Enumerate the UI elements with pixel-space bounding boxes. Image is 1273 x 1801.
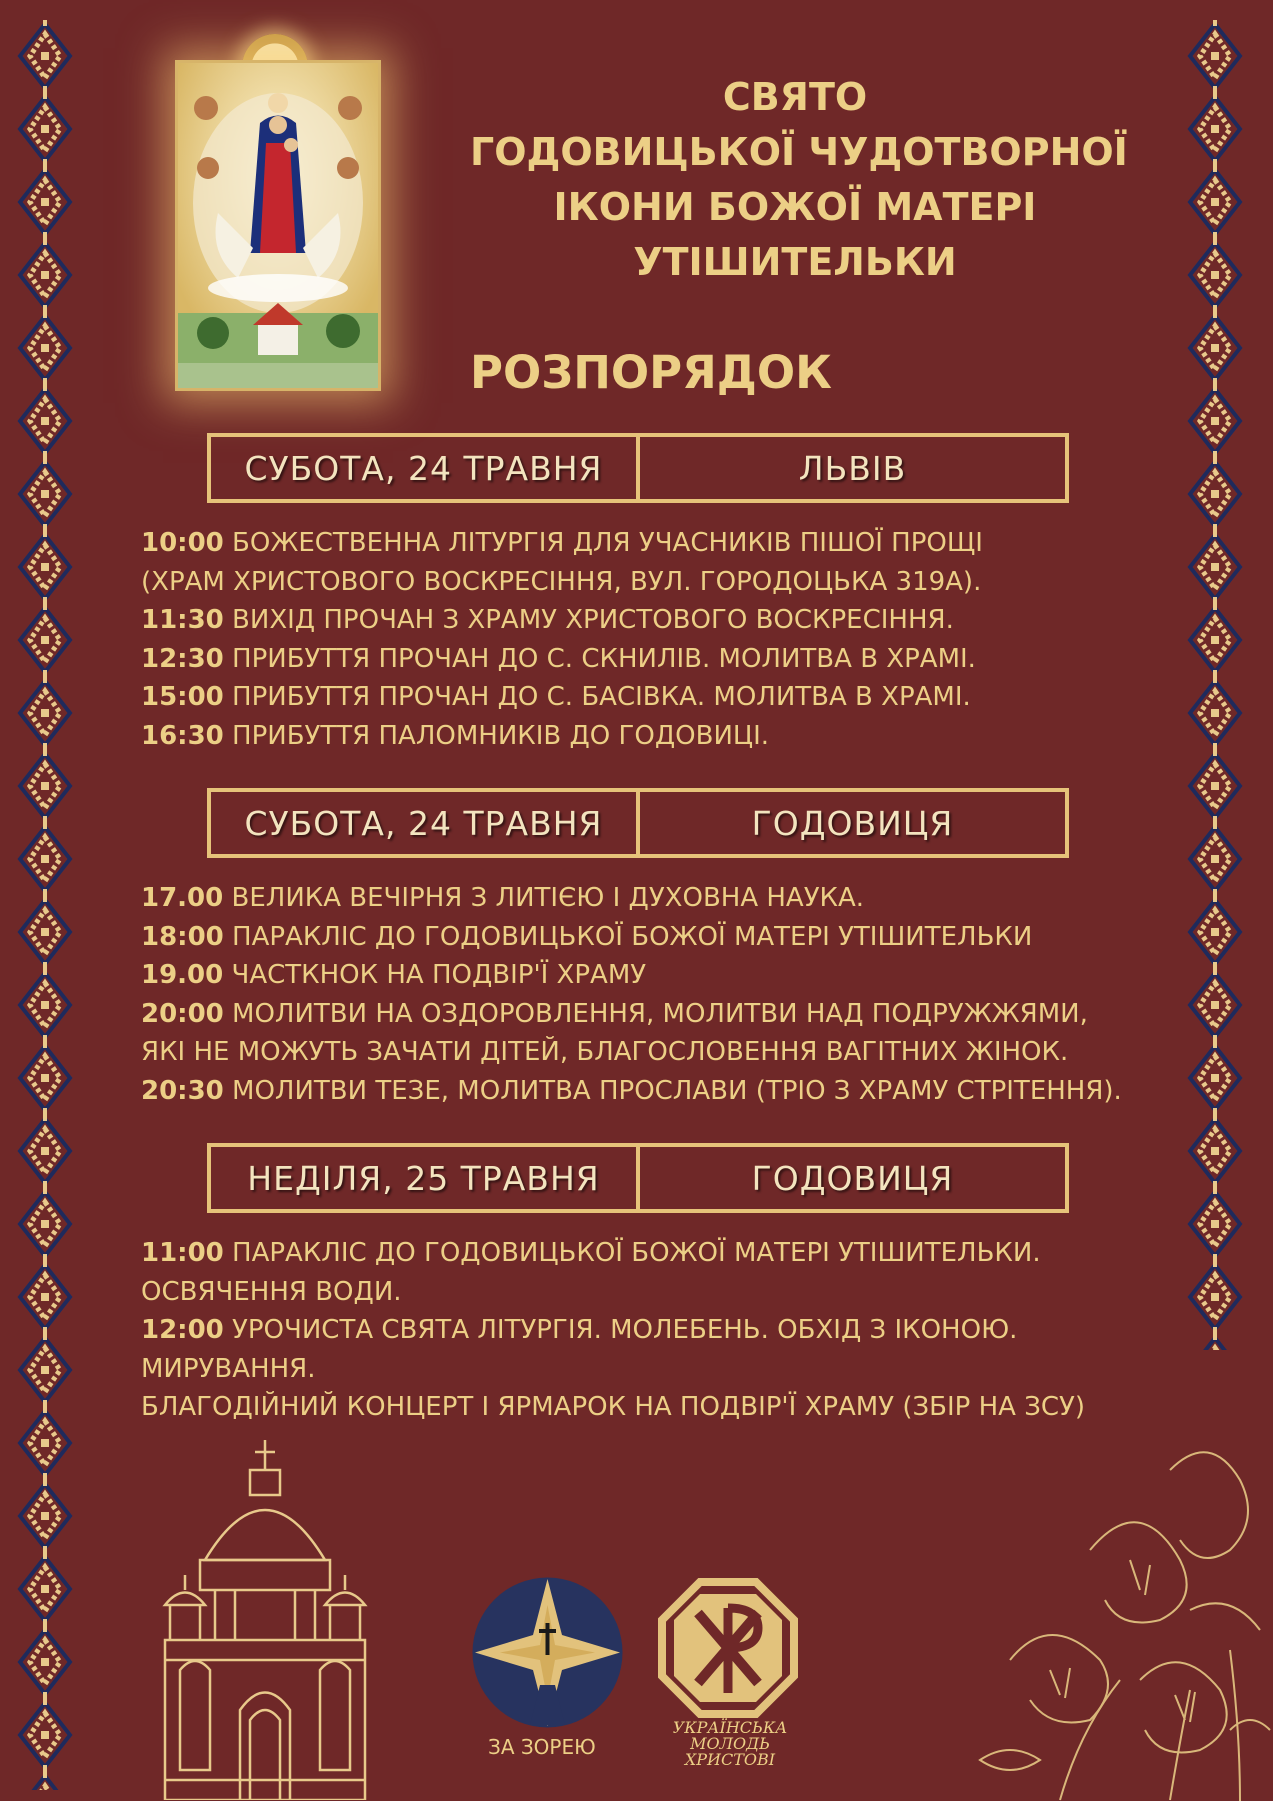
schedule-line — [141, 1311, 1161, 1350]
schedule-text: БОЖЕСТВЕННА ЛІТУРГІЯ ДЛЯ УЧАСНИКІВ ПІШОЇ ПРОЩІ — [223, 528, 983, 558]
schedule-text: ПРИБУТТЯ ПРОЧАН ДО С. СКНИЛІВ. МОЛИТВА В ХРАМІ. — [223, 643, 976, 674]
schedule-time: 10:00 — [141, 528, 224, 558]
schedule-text: ВИХІД ПРОЧАН З ХРАМУ ХРИСТОВОГО ВОСКРЕСІННЯ. — [223, 605, 954, 635]
schedule-line — [141, 1388, 1161, 1427]
title-line-2: ГОДОВИЦЬКОЇ ЧУДОТВОРНОЇ — [470, 130, 1128, 174]
schedule-text: МОЛИТВИ НА ОЗДОРОВЛЕННЯ, МОЛИТВИ НАД ПОДРУЖЖЯМИ, — [223, 998, 1088, 1029]
schedule-text: (ХРАМ ХРИСТОВОГО ВОСКРЕСІННЯ, ВУЛ. ГОРОДОЦЬКА 319А). — [141, 566, 982, 597]
logo-text-line: МОЛОДЬ — [690, 1734, 770, 1753]
schedule-time: 20:30 — [141, 1075, 224, 1106]
title-line-4: УТІШИТЕЛЬКИ — [633, 240, 957, 284]
schedule-time: 16:30 — [141, 720, 224, 751]
day-date: СУБОТА, 24 ТРАВНЯ — [211, 437, 640, 499]
logo-text-line: ХРИСТОВІ — [684, 1750, 776, 1769]
day-place: ГОДОВИЦЯ — [751, 803, 954, 843]
day-place: ГОДОВИЦЯ — [751, 1158, 954, 1198]
ukrainian-youth-logo — [658, 1578, 798, 1718]
day-date: НЕДІЛЯ, 25 ТРАВНЯ — [211, 1147, 640, 1209]
day-header-2 — [207, 788, 1069, 858]
schedule-time: 12:00 — [141, 1315, 224, 1345]
holy-icon-image — [175, 60, 381, 391]
right-ornament-border — [1180, 20, 1250, 1350]
schedule-time: 11:00 — [141, 1238, 224, 1268]
schedule-line — [141, 678, 1161, 717]
schedule-text: ПАРАКЛІС ДО ГОДОВИЦЬКОЇ БОЖОЇ МАТЕРІ УТІШИТЕЛЬКИ. — [223, 1238, 1041, 1268]
za-zoreyu-label: ЗА ЗОРЕЮ — [488, 1735, 596, 1759]
ukrainian-youth-label — [660, 1720, 800, 1768]
schedule-text: ПАРАКЛІС ДО ГОДОВИЦЬКОЇ БОЖОЇ МАТЕРІ УТІШИТЕЛЬКИ — [223, 921, 1033, 952]
title-line-1: СВЯТО — [722, 75, 868, 119]
schedule-text: ЧАСТКНОК НА ПОДВІР'Ї ХРАМУ — [223, 960, 647, 990]
schedule-line — [141, 918, 1161, 957]
schedule-line — [141, 879, 1161, 918]
schedule-text: ВЕЛИКА ВЕЧІРНЯ З ЛИТІЄЮ І ДУХОВНА НАУКА. — [223, 883, 865, 913]
schedule-text: ОСВЯЧЕННЯ ВОДИ. — [141, 1276, 402, 1307]
schedule-line — [141, 1072, 1161, 1111]
schedule-time: 17.00 — [141, 883, 224, 913]
schedule-line — [141, 640, 1161, 679]
logo-text-line: УКРАЇНСЬКА — [672, 1718, 788, 1737]
schedule-text: БЛАГОДІЙНИЙ КОНЦЕРТ І ЯРМАРОК НА ПОДВІР'Ї ХРАМУ (ЗБІР НА ЗСУ) — [141, 1392, 1085, 1422]
title-line-3: ІКОНИ БОЖОЇ МАТЕРІ — [553, 185, 1037, 229]
event-title — [470, 70, 1128, 290]
schedule-time: 12:30 — [141, 643, 224, 674]
schedule-line — [141, 717, 1161, 756]
schedule-time: 11:30 — [141, 605, 224, 635]
schedule-time: 20:00 — [141, 998, 224, 1029]
schedule-time: 18:00 — [141, 921, 224, 952]
day-place: ЛЬВІВ — [798, 448, 907, 488]
schedule-line — [141, 956, 1161, 995]
schedule-line — [141, 995, 1161, 1034]
schedule-line — [141, 1273, 1161, 1312]
schedule-line — [141, 1350, 1161, 1389]
left-ornament-border — [10, 20, 80, 1790]
schedule-text: УРОЧИСТА СВЯТА ЛІТУРГІЯ. МОЛЕБЕНЬ. ОБХІД З ІКОНОЮ. — [223, 1315, 1018, 1345]
day-header-1 — [207, 433, 1069, 503]
lily-flowers-decoration — [940, 1430, 1273, 1801]
day-schedule-3 — [141, 1234, 1161, 1427]
day-schedule-2 — [141, 879, 1161, 1110]
day-schedule-1 — [141, 524, 1161, 755]
church-illustration — [145, 1440, 385, 1800]
schedule-text: МОЛИТВИ ТЕЗЕ, МОЛИТВА ПРОСЛАВИ (ТРІО З ХРАМУ СТРІТЕННЯ). — [223, 1075, 1122, 1106]
schedule-text: ПРИБУТТЯ ПАЛОМНИКІВ ДО ГОДОВИЦІ. — [223, 720, 770, 751]
schedule-time: 15:00 — [141, 682, 224, 712]
schedule-line — [141, 563, 1161, 602]
schedule-line — [141, 1033, 1161, 1072]
schedule-line — [141, 1234, 1161, 1273]
za-zoreyu-logo — [470, 1575, 625, 1730]
day-date: СУБОТА, 24 ТРАВНЯ — [211, 792, 640, 854]
schedule-time: 19.00 — [141, 960, 224, 990]
day-header-3 — [207, 1143, 1069, 1213]
schedule-text: МИРУВАННЯ. — [141, 1353, 316, 1384]
schedule-text: ПРИБУТТЯ ПРОЧАН ДО С. БАСІВКА. МОЛИТВА В ХРАМІ. — [223, 682, 971, 712]
schedule-text: ЯКІ НЕ МОЖУТЬ ЗАЧАТИ ДІТЕЙ, БЛАГОСЛОВЕННЯ ВАГІТНИХ ЖІНОК. — [141, 1037, 1069, 1067]
schedule-line — [141, 601, 1161, 640]
schedule-line — [141, 524, 1161, 563]
schedule-heading: РОЗПОРЯДОК — [470, 346, 832, 399]
